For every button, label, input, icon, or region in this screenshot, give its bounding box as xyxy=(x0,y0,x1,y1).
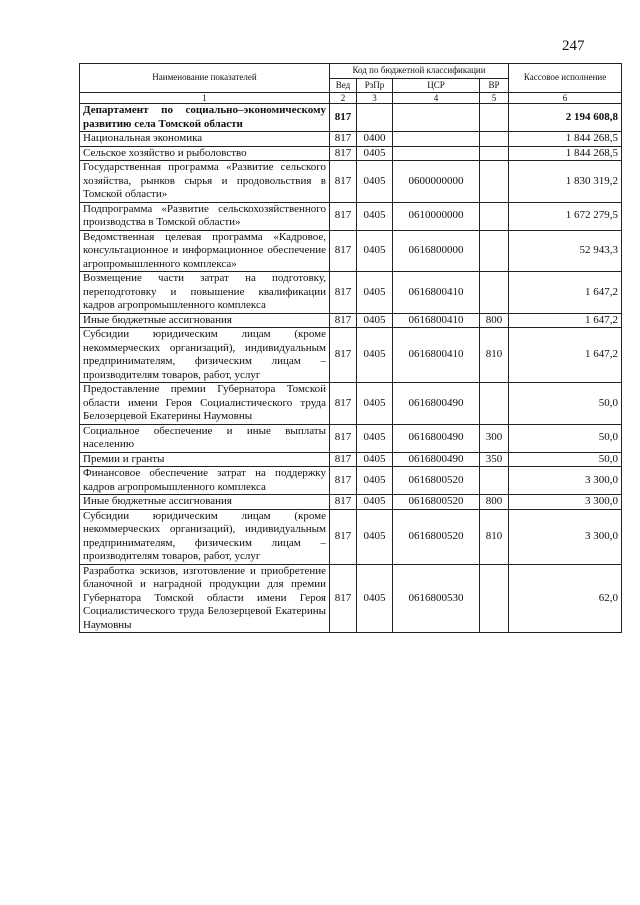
row-amount-cell: 1 647,2 xyxy=(509,328,622,383)
column-numbers-row xyxy=(80,93,622,104)
table-row xyxy=(80,202,622,230)
header-name: Наименование показателей xyxy=(80,64,330,93)
row-csr-cell: 0616800520 xyxy=(393,495,480,510)
row-ved-cell: 817 xyxy=(330,424,357,452)
table-row xyxy=(80,272,622,314)
row-vr-cell: 350 xyxy=(480,452,509,467)
row-vr-cell: 810 xyxy=(480,509,509,564)
row-name-cell: Сельское хозяйство и рыболовство xyxy=(80,146,330,161)
row-rzpr-cell: 0405 xyxy=(357,313,393,328)
table-row xyxy=(80,564,622,633)
row-ved-cell: 817 xyxy=(330,467,357,495)
row-rzpr-cell: 0405 xyxy=(357,424,393,452)
row-amount-cell: 62,0 xyxy=(509,564,622,633)
header-vr: ВР xyxy=(480,78,509,93)
row-name-cell: Премии и гранты xyxy=(80,452,330,467)
row-csr-cell: 0616800410 xyxy=(393,272,480,314)
row-rzpr-cell: 0400 xyxy=(357,132,393,147)
column-number: 4 xyxy=(393,93,480,104)
row-rzpr-cell: 0405 xyxy=(357,161,393,203)
row-vr-cell xyxy=(480,146,509,161)
row-csr-cell: 0616800490 xyxy=(393,424,480,452)
row-rzpr-cell: 0405 xyxy=(357,383,393,425)
row-ved-cell: 817 xyxy=(330,104,357,132)
row-amount-cell: 1 647,2 xyxy=(509,313,622,328)
row-ved-cell: 817 xyxy=(330,452,357,467)
row-vr-cell xyxy=(480,272,509,314)
table-row xyxy=(80,495,622,510)
row-name-cell: Предоставление премии Губернатора Томской области имени Героя Социалистического труда Белозерцевой Екатерины Наумовны xyxy=(80,383,330,425)
row-name-cell: Государственная программа «Развитие сельского хозяйства, рынков сырья и продовольствия в Томской области» xyxy=(80,161,330,203)
table-row xyxy=(80,467,622,495)
row-amount-cell: 3 300,0 xyxy=(509,495,622,510)
header-amount: Кассовое исполнение xyxy=(509,64,622,93)
row-amount-cell: 1 844 268,5 xyxy=(509,146,622,161)
row-ved-cell: 817 xyxy=(330,272,357,314)
row-name-cell: Финансовое обеспечение затрат на поддержку кадров агропромышленного комплекса xyxy=(80,467,330,495)
row-name-cell: Разработка эскизов, изготовление и приобретение бланочной и наградной продукции для премии Губернатора Томской области имени Героя Социалистического труда Белозерцевой Екатерины Наумовны xyxy=(80,564,330,633)
row-rzpr-cell: 0405 xyxy=(357,467,393,495)
table-row xyxy=(80,104,622,132)
row-amount-cell: 1 647,2 xyxy=(509,272,622,314)
row-ved-cell: 817 xyxy=(330,202,357,230)
row-rzpr-cell: 0405 xyxy=(357,202,393,230)
row-name-cell: Подпрограмма «Развитие сельскохозяйственного производства в Томской области» xyxy=(80,202,330,230)
row-amount-cell: 50,0 xyxy=(509,452,622,467)
row-amount-cell: 1 672 279,5 xyxy=(509,202,622,230)
column-number: 2 xyxy=(330,93,357,104)
row-vr-cell xyxy=(480,467,509,495)
row-csr-cell: 0616800520 xyxy=(393,509,480,564)
table-row xyxy=(80,383,622,425)
table-row xyxy=(80,509,622,564)
row-ved-cell: 817 xyxy=(330,313,357,328)
header-rzpr: РзПр xyxy=(357,78,393,93)
row-vr-cell xyxy=(480,161,509,203)
row-csr-cell xyxy=(393,132,480,147)
row-ved-cell: 817 xyxy=(330,495,357,510)
column-number: 1 xyxy=(80,93,330,104)
row-rzpr-cell: 0405 xyxy=(357,146,393,161)
row-vr-cell: 800 xyxy=(480,313,509,328)
row-ved-cell: 817 xyxy=(330,564,357,633)
row-rzpr-cell: 0405 xyxy=(357,230,393,272)
table-row xyxy=(80,146,622,161)
row-name-cell: Ведомственная целевая программа «Кадровое, консультационное и информационное обеспечение агропромышленного комплекса» xyxy=(80,230,330,272)
row-name-cell: Возмещение части затрат на подготовку, переподготовку и повышение квалификации кадров агропромышленного комплекса xyxy=(80,272,330,314)
header-code-group: Код по бюджетной классификации xyxy=(330,64,509,79)
row-csr-cell: 0616800410 xyxy=(393,313,480,328)
row-ved-cell: 817 xyxy=(330,509,357,564)
row-csr-cell xyxy=(393,104,480,132)
row-vr-cell xyxy=(480,132,509,147)
column-number: 5 xyxy=(480,93,509,104)
row-vr-cell xyxy=(480,230,509,272)
table-row xyxy=(80,161,622,203)
row-amount-cell: 50,0 xyxy=(509,383,622,425)
row-amount-cell: 3 300,0 xyxy=(509,509,622,564)
budget-table xyxy=(79,63,622,633)
table-row xyxy=(80,424,622,452)
row-name-cell: Департамент по социально–экономическому развитию села Томской области xyxy=(80,104,330,132)
row-csr-cell: 0600000000 xyxy=(393,161,480,203)
row-amount-cell: 50,0 xyxy=(509,424,622,452)
row-ved-cell: 817 xyxy=(330,146,357,161)
row-vr-cell xyxy=(480,383,509,425)
row-name-cell: Субсидии юридическим лицам (кроме некоммерческих организаций), индивидуальным предпринимателям, физическим лицам – производителям товаров, работ, услуг xyxy=(80,328,330,383)
row-vr-cell xyxy=(480,564,509,633)
row-vr-cell xyxy=(480,202,509,230)
row-amount-cell: 1 844 268,5 xyxy=(509,132,622,147)
row-ved-cell: 817 xyxy=(330,132,357,147)
row-name-cell: Иные бюджетные ассигнования xyxy=(80,313,330,328)
row-ved-cell: 817 xyxy=(330,161,357,203)
row-rzpr-cell: 0405 xyxy=(357,509,393,564)
row-amount-cell: 2 194 608,8 xyxy=(509,104,622,132)
row-vr-cell xyxy=(480,104,509,132)
table-row xyxy=(80,328,622,383)
row-vr-cell: 800 xyxy=(480,495,509,510)
row-name-cell: Иные бюджетные ассигнования xyxy=(80,495,330,510)
row-ved-cell: 817 xyxy=(330,383,357,425)
row-amount-cell: 52 943,3 xyxy=(509,230,622,272)
table-row xyxy=(80,132,622,147)
row-name-cell: Субсидии юридическим лицам (кроме некоммерческих организаций), индивидуальным предпринимателям, физическим лицам – производителям товаров, работ, услуг xyxy=(80,509,330,564)
table-row xyxy=(80,230,622,272)
row-rzpr-cell: 0405 xyxy=(357,328,393,383)
row-rzpr-cell: 0405 xyxy=(357,272,393,314)
row-vr-cell: 300 xyxy=(480,424,509,452)
row-csr-cell: 0616800520 xyxy=(393,467,480,495)
row-vr-cell: 810 xyxy=(480,328,509,383)
row-rzpr-cell xyxy=(357,104,393,132)
header-ved: Вед xyxy=(330,78,357,93)
table-row xyxy=(80,452,622,467)
page-number: 247 xyxy=(562,38,585,54)
row-csr-cell xyxy=(393,146,480,161)
row-rzpr-cell: 0405 xyxy=(357,495,393,510)
header-csr: ЦСР xyxy=(393,78,480,93)
row-csr-cell: 0616800530 xyxy=(393,564,480,633)
row-rzpr-cell: 0405 xyxy=(357,564,393,633)
column-number: 3 xyxy=(357,93,393,104)
row-name-cell: Национальная экономика xyxy=(80,132,330,147)
table-row xyxy=(80,313,622,328)
row-csr-cell: 0616800000 xyxy=(393,230,480,272)
row-amount-cell: 3 300,0 xyxy=(509,467,622,495)
row-name-cell: Социальное обеспечение и иные выплаты населению xyxy=(80,424,330,452)
row-rzpr-cell: 0405 xyxy=(357,452,393,467)
row-ved-cell: 817 xyxy=(330,230,357,272)
row-csr-cell: 0610000000 xyxy=(393,202,480,230)
row-amount-cell: 1 830 319,2 xyxy=(509,161,622,203)
column-number: 6 xyxy=(509,93,622,104)
row-csr-cell: 0616800490 xyxy=(393,452,480,467)
row-csr-cell: 0616800490 xyxy=(393,383,480,425)
row-csr-cell: 0616800410 xyxy=(393,328,480,383)
row-ved-cell: 817 xyxy=(330,328,357,383)
